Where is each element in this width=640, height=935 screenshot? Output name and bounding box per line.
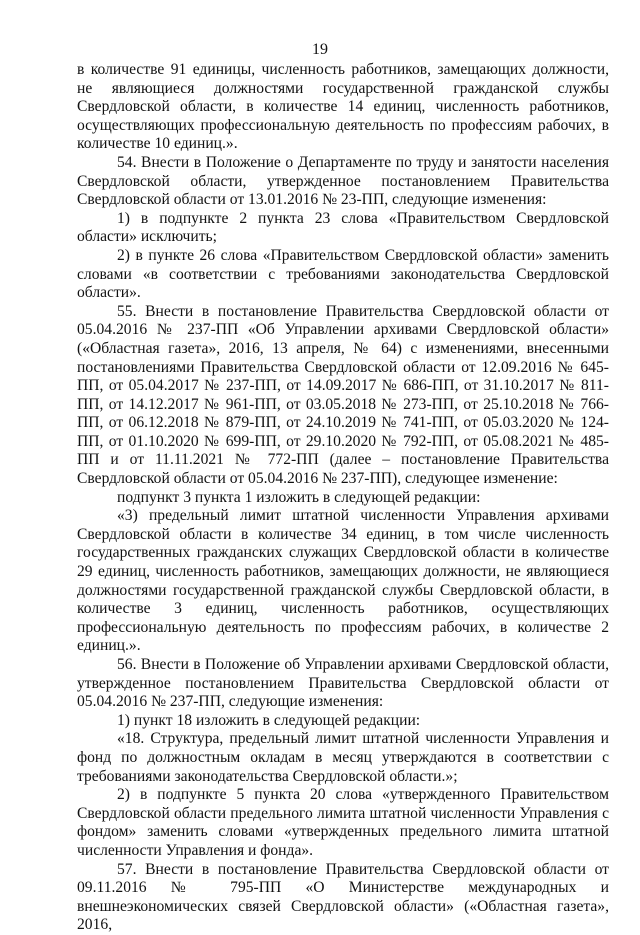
page-number: 19 [312,41,328,58]
paragraph-item-55-intro: подпункт 3 пункта 1 изложить в следующей редакции: [117,488,481,506]
paragraph-item-56-1-quote: «18. Структура, предельный лимит штатной численности Управления и фонд по должностным окладам в месяц утверждаются в соответствии с требованиями законодательства Свердловской области.»; [77,730,609,785]
paragraph-continuation: в количестве 91 единицы, численность работников, замещающих должности, не являющиеся должностями государственной гражданской службы Свердловской области, в количестве 14 единиц, численность работников, осуществляющих профессиональную деятельность по профессиям рабочих, в количестве 10 единиц.». [77,61,609,153]
paragraph-item-56: 56. Внести в Положение об Управлении архивами Свердловской области, утвержденное постановлением Правительства Свердловской области от 05.04.2016 № 237-ПП, следующие изменения: [77,656,609,711]
paragraph-item-56-1: 1) пункт 18 изложить в следующей редакции: [117,711,421,729]
paragraph-item-56-2: 2) в подпункте 5 пункта 20 слова «утвержденного Правительством Свердловской области предельного лимита штатной численности Управления с фондом» заменить словами «утвержденных предельного лимита штатной численности Управления и фонда». [77,786,609,859]
paragraph-item-54-2: 2) в пункте 26 слова «Правительством Свердловской области» заменить словами «в соответствии с требованиями законодательства Свердловской области». [77,246,609,302]
paragraph-item-55-quote: «3) предельный лимит штатной численности Управления архивами Свердловской области в количестве 34 единиц, в том числе численность государственных гражданских служащих Свердловской области в количестве 29 единиц, численность работников, замещающих должности, не являющиеся должностями государственной гражданской службы Свердловской области, в количестве 3 единиц, численность работников, осуществляющих профессиональную деятельность по профессиям рабочих, в количестве 2 единиц.». [77,507,609,655]
document-body [77,61,609,935]
paragraph-item-55: 55. Внести в постановление Правительства Свердловской области от 05.04.2016 № 237-ПП «Об Управлении архивами Свердловской области» («Областная газета», 2016, 13 апреля, № 64) с изменениями, внесенными постановлениями Правительства Свердловской области от 12.09.2016 № 645-ПП, от 05.04.2017 № 237-ПП, от 14.09.2017 № 686-ПП, от 31.10.2017 № 811-ПП, от 14.12.2017 № 961-ПП, от 03.05.2018 № 273-ПП, от 25.10.2018 № 766-ПП, от 06.12.2018 № 879-ПП, от 24.10.2019 № 741-ПП, от 05.03.2020 № 124-ПП, от 01.10.2020 № 699-ПП, от 29.10.2020 № 792-ПП, от 05.08.2021 № 485-ПП и от 11.11.2021 № 772-ПП (далее – постановление Правительства Свердловской области от 05.04.2016 № 237-ПП), следующее изменение: [77,302,609,488]
paragraph-item-54-1: 1) в подпункте 2 пункта 23 слова «Правительством Свердловской области» исключить; [77,209,609,246]
paragraph-item-57: 57. Внести в постановление Правительства Свердловской области от 09.11.2016 № 795-ПП «О Министерстве международных и внешнеэкономических связей Свердловской области» («Областная газета», 2016, [77,860,609,934]
paragraph-item-54: 54. Внести в Положение о Департаменте по труду и занятости населения Свердловской области, утвержденное постановлением Правительства Свердловской области от 13.01.2016 № 23-ПП, следующие изменения: [77,153,609,209]
